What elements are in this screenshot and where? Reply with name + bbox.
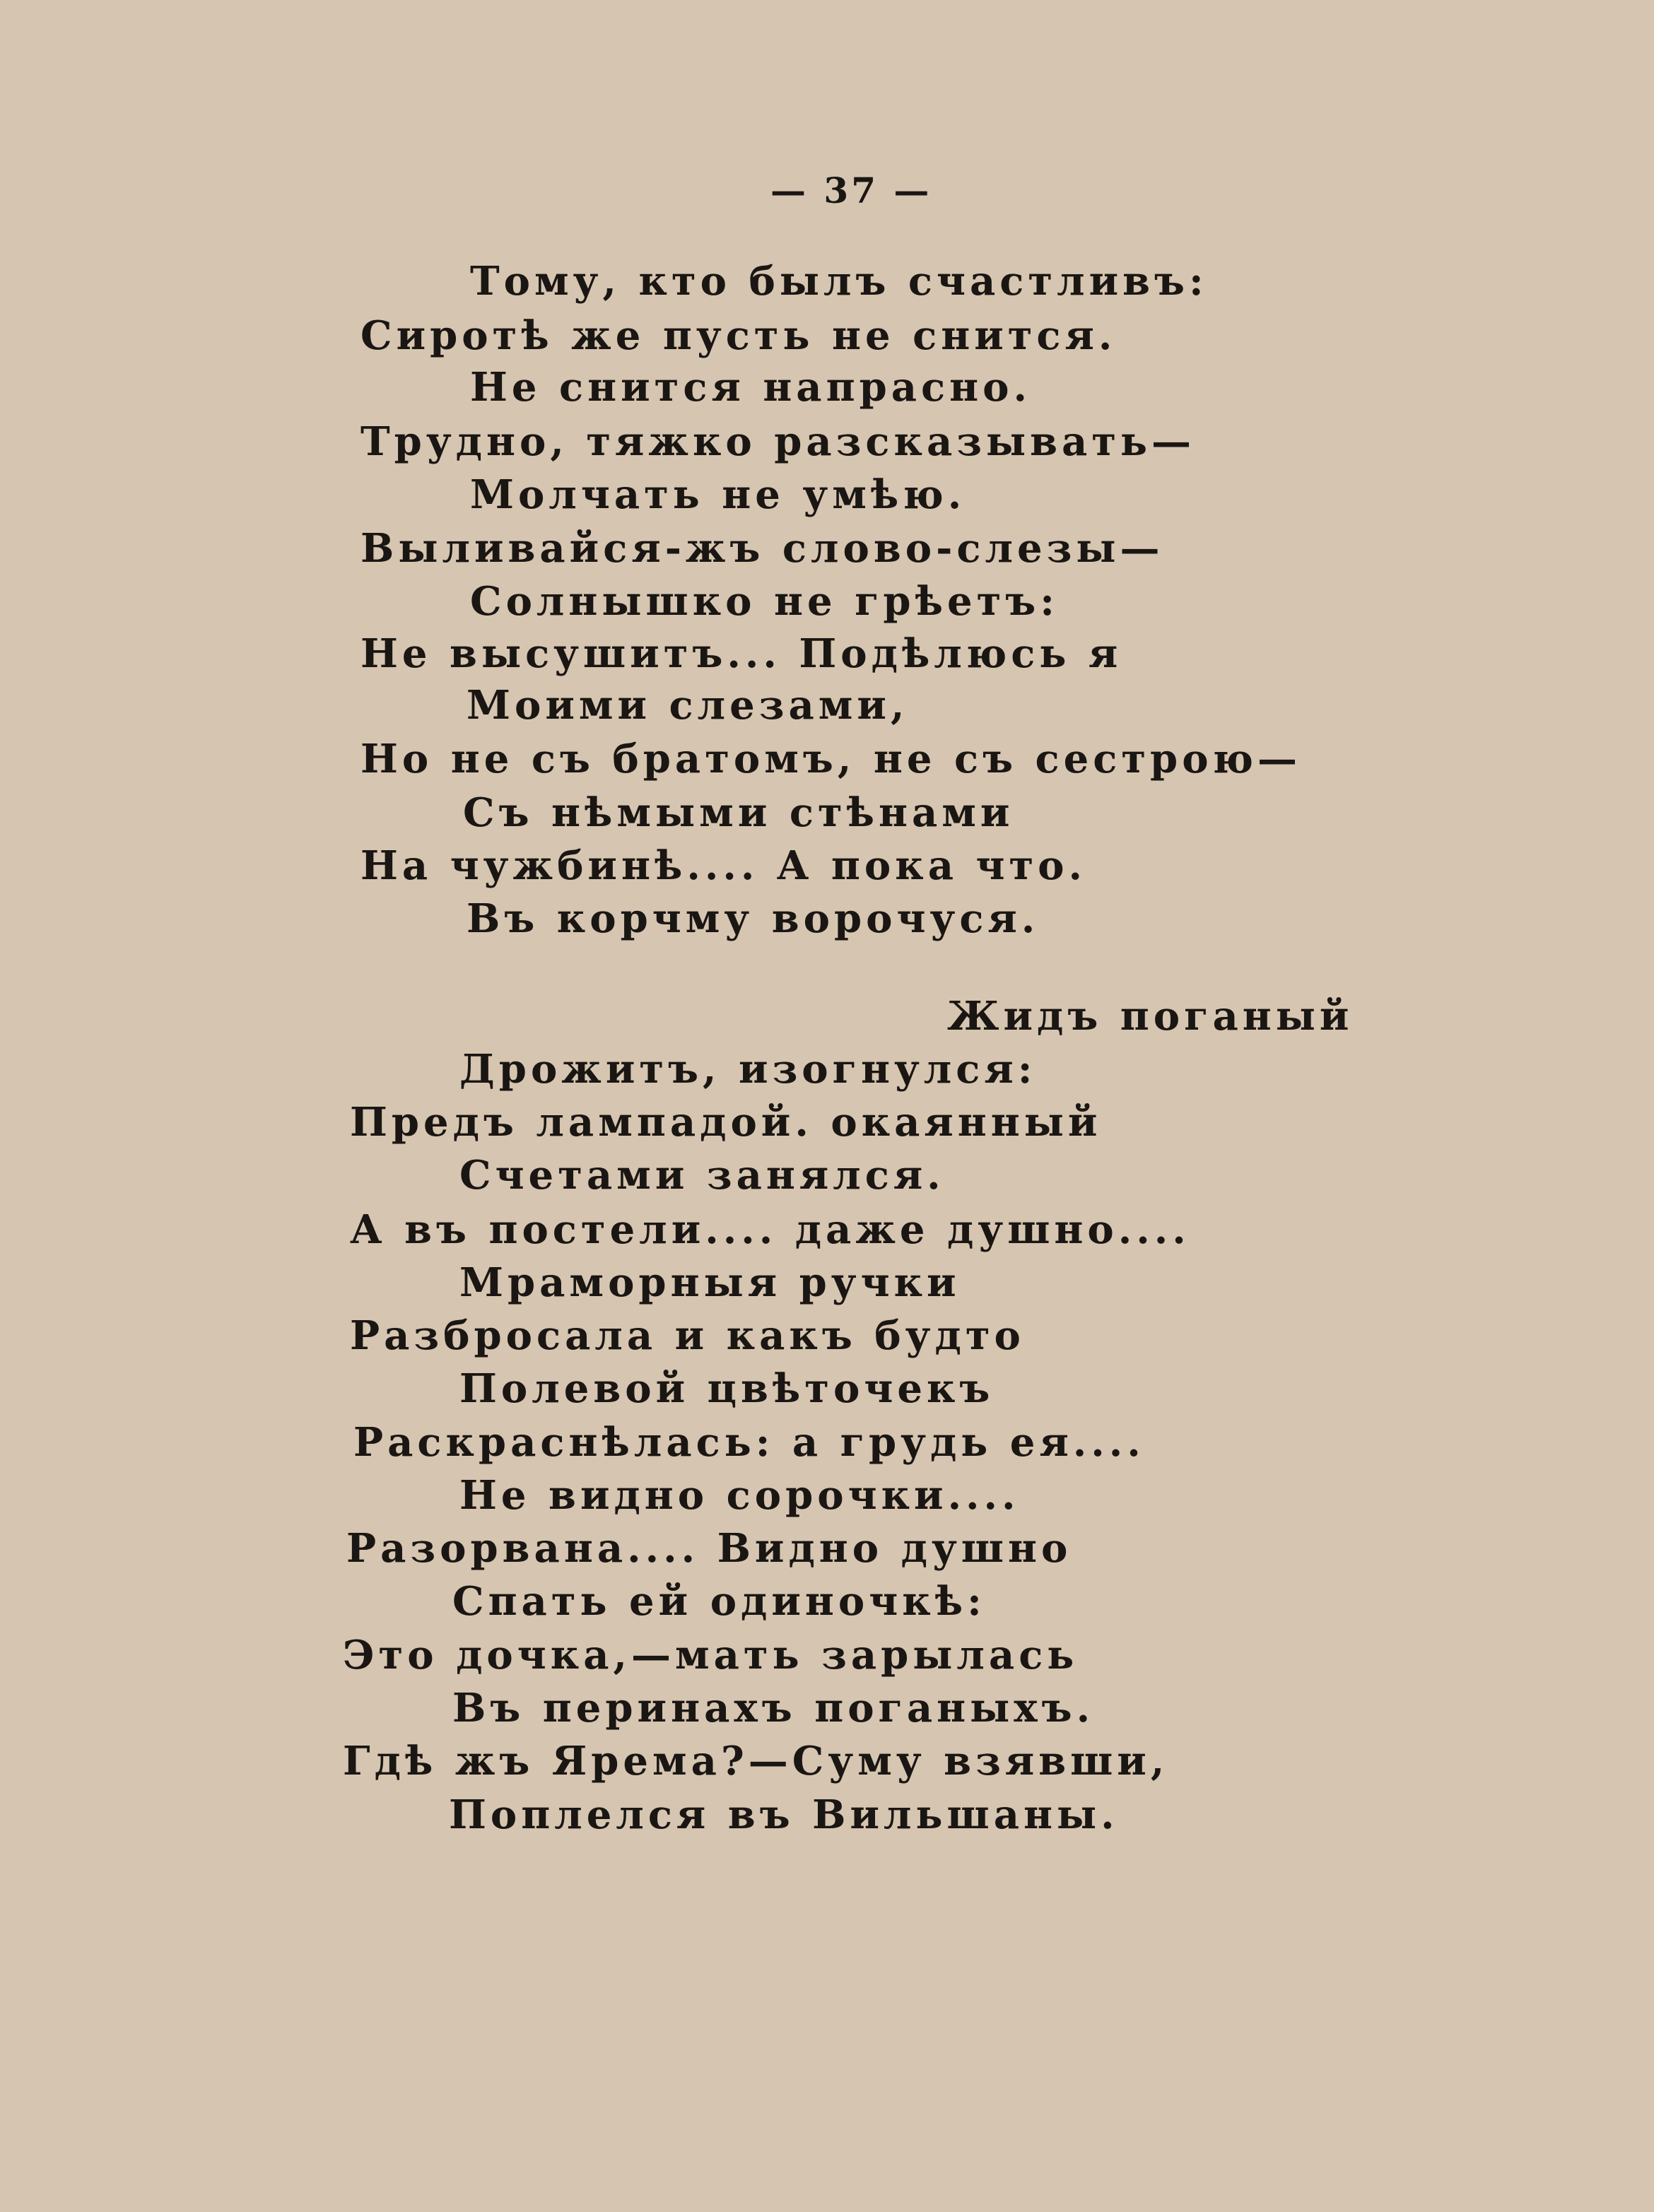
poem-line: Солнышко не грѣетъ:	[470, 578, 1059, 625]
poem-line: А въ постели.... даже душно....	[350, 1206, 1190, 1253]
poem-line: Тому, кто былъ счастливъ:	[470, 258, 1208, 305]
poem-line: Не видно сорочки....	[459, 1472, 1020, 1519]
poem-line: Поплелся въ Вильшаны.	[449, 1792, 1119, 1838]
poem-line: Полевой цвѣточекъ	[459, 1365, 995, 1412]
poem-line: Моими слезами,	[467, 682, 909, 729]
section-heading: Жидъ поганый	[947, 993, 1354, 1040]
poem-line: Въ корчму ворочуся.	[467, 895, 1040, 942]
poem-line: Предъ лампадой. окаянный	[350, 1099, 1102, 1146]
poem-line: Мраморныя ручки	[459, 1259, 961, 1306]
poem-line: Не высушитъ... Подѣлюсь я	[360, 630, 1122, 677]
poem-line: Разбросала и какъ будто	[350, 1312, 1025, 1359]
poem-line: Сиротѣ же пусть не снится.	[360, 312, 1117, 359]
poem-line: Это дочка,—мать зарылась	[343, 1632, 1079, 1678]
poem-line: Счетами занялся.	[459, 1152, 945, 1199]
poem-line: Спать ей одиночкѣ:	[452, 1578, 986, 1625]
poem-line: Дрожитъ, изогнулся:	[459, 1046, 1037, 1093]
poem-line: Разорвана.... Видно душно	[346, 1525, 1072, 1572]
poem-line: На чужбинѣ.... А пока что.	[360, 842, 1087, 889]
poem-line: Трудно, тяжко разсказывать—	[360, 418, 1196, 465]
page-number: — 37 —	[770, 170, 932, 211]
poem-line: Не снится напрасно.	[470, 364, 1031, 411]
poem-line: Въ перинахъ поганыхъ.	[452, 1685, 1095, 1731]
poem-line: Раскраснѣлась: а грудь ея....	[353, 1419, 1145, 1466]
poem-line: Молчать не умѣю.	[470, 471, 966, 518]
poem-line: Гдѣ жъ Ярема?—Суму взявши,	[343, 1738, 1169, 1784]
poem-line: Съ нѣмыми стѣнами	[463, 789, 1014, 836]
poem-line: Выливайся-жъ слово-слезы—	[360, 525, 1164, 572]
poem-line: Но не съ братомъ, не съ сестрою—	[360, 736, 1301, 782]
